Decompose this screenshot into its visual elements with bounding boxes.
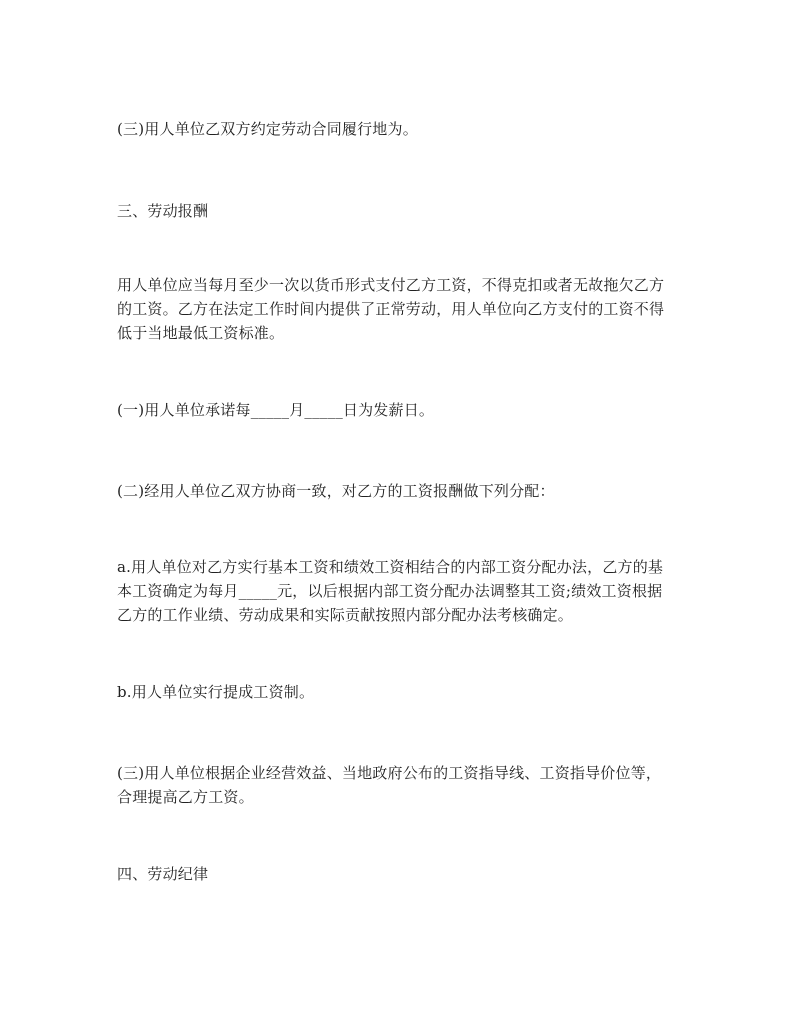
clause-wage-increase bbox=[117, 761, 682, 809]
text-line: 的工资。乙方在法定工作时间内提供了正常劳动，用人单位向乙方支付的工资不得 bbox=[117, 300, 665, 318]
text-line: 本工资确定为每月_____元，以后根据内部工资分配办法调整其工资;绩效工资根据 bbox=[117, 582, 663, 600]
item-b-commission-wage bbox=[117, 680, 682, 704]
text-line: (三)用人单位根据企业经营效益、当地政府公布的工资指导线、工资指导价位等， bbox=[117, 764, 662, 782]
item-a-base-and-performance-wage bbox=[117, 555, 682, 627]
text-line: 合理提高乙方工资。 bbox=[117, 788, 254, 806]
section-heading-labor-discipline bbox=[117, 862, 682, 886]
text-line: b.用人单位实行提成工资制。 bbox=[117, 683, 315, 701]
paragraph-wage-payment bbox=[117, 273, 682, 345]
text-line: (一)用人单位承诺每_____月_____日为发薪日。 bbox=[117, 401, 435, 419]
text-line: 用人单位应当每月至少一次以货币形式支付乙方工资，不得克扣或者无故拖欠乙方 bbox=[117, 276, 665, 294]
clause-payday bbox=[117, 398, 682, 422]
section-heading-remuneration bbox=[117, 199, 682, 223]
text-line: 低于当地最低工资标准。 bbox=[117, 324, 285, 342]
text-line: (三)用人单位乙双方约定劳动合同履行地为。 bbox=[117, 120, 418, 138]
clause-wage-distribution bbox=[117, 479, 682, 503]
text-line: 乙方的工作业绩、劳动成果和实际贡献按照内部分配办法考核确定。 bbox=[117, 606, 574, 624]
text-line: 四、劳动纪律 bbox=[117, 865, 209, 883]
text-line: a.用人单位对乙方实行基本工资和绩效工资相结合的内部工资分配办法，乙方的基 bbox=[117, 558, 664, 576]
text-line: 三、劳动报酬 bbox=[117, 202, 209, 220]
clause-performance-place bbox=[117, 117, 682, 141]
text-line: (二)经用人单位乙双方协商一致，对乙方的工资报酬做下列分配： bbox=[117, 482, 555, 500]
